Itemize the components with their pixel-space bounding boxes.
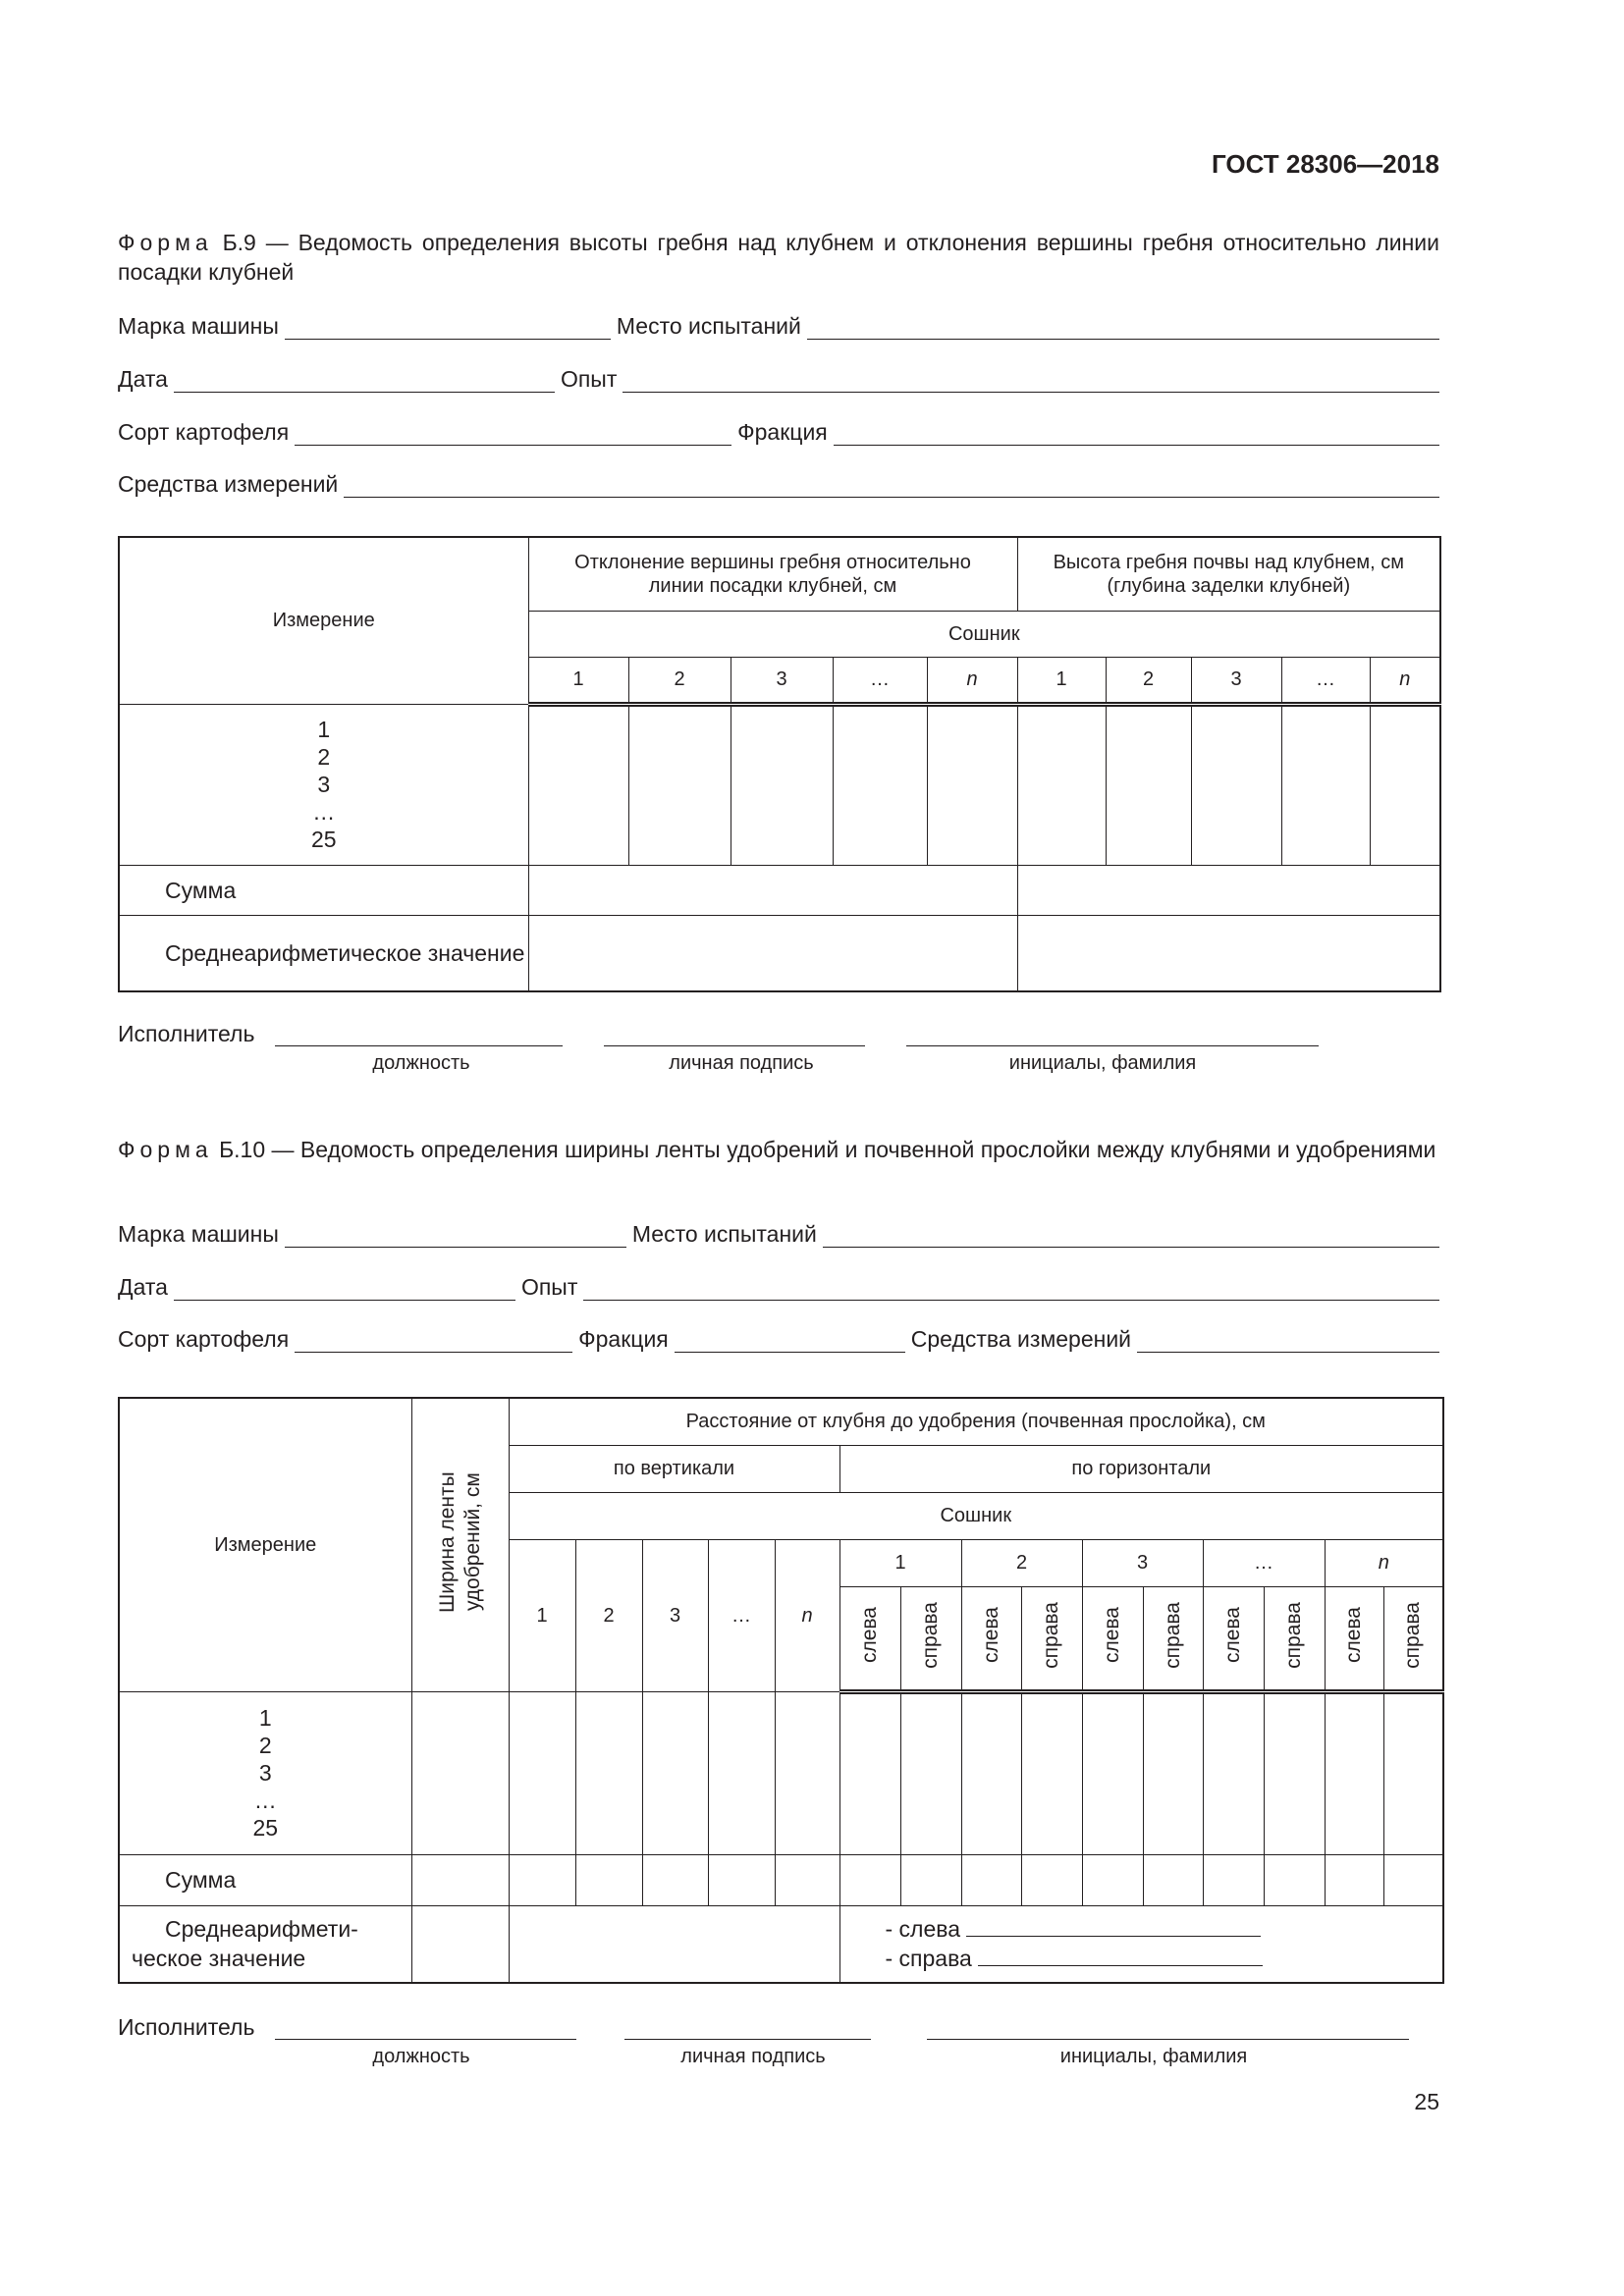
mean-label: Среднеарифмети-ческое значение — [119, 1905, 411, 1983]
form-b10-table — [118, 1397, 1444, 1984]
form-b10-title: Форма Б.10 — Ведомость определения ширины ленты удобрений и почвенной прослойки между клубнями и удобрениями — [118, 1137, 1436, 1162]
side-label: слева — [1342, 1606, 1365, 1664]
signature-caption: личная подпись — [669, 1052, 814, 1074]
sum-cell[interactable] — [839, 1854, 900, 1905]
col-header: 2 — [1106, 657, 1191, 704]
sum-cell[interactable] — [1383, 1854, 1443, 1905]
row-number: … — [253, 1788, 277, 1813]
data-cell[interactable] — [1264, 1691, 1325, 1854]
row-number: … — [312, 799, 336, 825]
sum-cell[interactable] — [1017, 865, 1440, 915]
data-cell[interactable] — [961, 1691, 1021, 1854]
data-cell[interactable] — [411, 1691, 509, 1854]
data-cell[interactable] — [1370, 704, 1440, 865]
page-number: 25 — [1414, 2089, 1439, 2114]
name-caption: инициалы, фамилия — [1008, 1052, 1197, 1074]
row-number: 25 — [252, 1815, 279, 1841]
form-b9-table — [118, 536, 1441, 992]
col-header: 2 — [575, 1539, 642, 1691]
position-caption: должность — [372, 1052, 470, 1074]
mean-horizontal-cell: - слева - справа — [839, 1905, 1443, 1983]
row-number: 2 — [317, 744, 331, 770]
band-width-header: Ширина ленты удобрений, см — [411, 1398, 509, 1691]
col-header: 3 — [642, 1539, 708, 1691]
col-header: … — [833, 657, 927, 704]
sum-cell[interactable] — [1021, 1854, 1082, 1905]
sum-cell[interactable] — [509, 1854, 575, 1905]
side-label: справа — [1401, 1601, 1425, 1669]
col-header: … — [1281, 657, 1370, 704]
side-label: справа — [1040, 1601, 1062, 1669]
table-row — [119, 1691, 1443, 1854]
sum-label: Сумма — [119, 1854, 411, 1905]
place-field[interactable] — [807, 317, 1439, 340]
row-number: 1 — [258, 1705, 272, 1731]
field-row-machine: Марка машины Место испытаний — [118, 312, 1439, 340]
sum-cell[interactable] — [575, 1854, 642, 1905]
coulter-col-header: … — [1203, 1539, 1325, 1586]
data-cell[interactable] — [708, 1691, 775, 1854]
sum-cell[interactable] — [411, 1854, 509, 1905]
data-cell[interactable] — [1106, 704, 1191, 865]
right-side-header — [1143, 1586, 1203, 1691]
sum-cell[interactable] — [1203, 1854, 1264, 1905]
date-field[interactable] — [174, 1278, 515, 1301]
name-field[interactable] — [927, 2038, 1409, 2040]
instruments-field[interactable] — [344, 475, 1439, 498]
data-cell[interactable] — [1143, 1691, 1203, 1854]
side-label: слева — [1101, 1606, 1123, 1664]
coulter-col-header: n — [1325, 1539, 1443, 1586]
date-field[interactable] — [174, 370, 555, 393]
row-number: 1 — [317, 717, 331, 742]
data-cell[interactable] — [900, 1691, 961, 1854]
trial-field[interactable] — [583, 1278, 1439, 1301]
left-side-header — [1082, 1586, 1143, 1691]
data-cell[interactable] — [839, 1691, 900, 1854]
col-header: n — [927, 657, 1017, 704]
data-cell[interactable] — [833, 704, 927, 865]
standard-number: ГОСТ 28306—2018 — [1212, 149, 1439, 179]
ridge-height-header: Высота гребня почвы над клубнем, см (глубина заделки клубней) — [1017, 537, 1440, 611]
col-header: 3 — [1191, 657, 1281, 704]
deviation-header: Отклонение вершины гребня относительно линии посадки клубней, см — [528, 537, 1017, 611]
col-header: … — [708, 1539, 775, 1691]
signature-field[interactable] — [604, 1044, 865, 1046]
data-cell[interactable] — [1191, 704, 1281, 865]
data-cell[interactable] — [1082, 1691, 1143, 1854]
coulter-col-header: 1 — [839, 1539, 961, 1586]
field-row-instruments: Средства измерений — [118, 470, 1439, 498]
name-caption: инициалы, фамилия — [1059, 2046, 1248, 2067]
col-header: 1 — [1017, 657, 1106, 704]
side-label: слева — [858, 1606, 881, 1664]
mean-label: Среднеарифметическое значение — [119, 915, 528, 991]
data-cell[interactable] — [1281, 704, 1370, 865]
row-number: 25 — [310, 827, 337, 852]
sum-cell[interactable] — [642, 1854, 708, 1905]
side-label: справа — [919, 1601, 942, 1669]
left-side-header — [1203, 1586, 1264, 1691]
mean-cell[interactable] — [411, 1905, 509, 1983]
right-side-header — [1383, 1586, 1443, 1691]
left-side-header — [839, 1586, 900, 1691]
row-numbers — [119, 704, 528, 865]
col-header: 1 — [528, 657, 628, 704]
fraction-field[interactable] — [675, 1330, 905, 1353]
table-row — [119, 704, 1440, 865]
data-cell[interactable] — [575, 1691, 642, 1854]
col-header: n — [1370, 657, 1440, 704]
right-side-header — [900, 1586, 961, 1691]
machine-field[interactable] — [285, 317, 611, 340]
sum-cell[interactable] — [1264, 1854, 1325, 1905]
coulter-header: Сошник — [528, 611, 1440, 657]
col-header: 1 — [509, 1539, 575, 1691]
left-side-header — [1325, 1586, 1383, 1691]
sum-cell[interactable] — [528, 865, 1017, 915]
coulter-header: Сошник — [509, 1492, 1443, 1539]
sum-cell[interactable] — [900, 1854, 961, 1905]
row-numbers — [119, 1691, 411, 1854]
variety-field[interactable] — [295, 423, 731, 446]
sum-cell[interactable] — [1143, 1854, 1203, 1905]
mean-cell[interactable] — [509, 1905, 839, 1983]
side-label: справа — [1161, 1601, 1184, 1669]
mean-left-field[interactable] — [966, 1916, 1261, 1937]
machine-field[interactable] — [285, 1225, 626, 1248]
row-number: 3 — [258, 1760, 272, 1786]
side-label: справа — [1282, 1601, 1305, 1669]
measurement-header: Измерение — [119, 1398, 411, 1691]
data-cell[interactable] — [1203, 1691, 1264, 1854]
trial-field[interactable] — [623, 370, 1439, 393]
variety-field[interactable] — [295, 1330, 572, 1353]
position-field[interactable] — [275, 1044, 563, 1046]
right-side-header — [1021, 1586, 1082, 1691]
data-cell[interactable] — [628, 704, 731, 865]
data-cell[interactable] — [1017, 704, 1106, 865]
place-field[interactable] — [823, 1225, 1439, 1248]
col-header: n — [775, 1539, 839, 1691]
side-label: слева — [1221, 1606, 1244, 1664]
horizontal-header: по горизонтали — [839, 1445, 1443, 1492]
right-side-header — [1264, 1586, 1325, 1691]
data-cell[interactable] — [927, 704, 1017, 865]
data-cell[interactable] — [1325, 1691, 1383, 1854]
mean-right-field[interactable] — [978, 1946, 1263, 1966]
field-row-date: Дата Опыт — [118, 1273, 1439, 1301]
sum-cell[interactable] — [961, 1854, 1021, 1905]
data-cell[interactable] — [509, 1691, 575, 1854]
data-cell[interactable] — [775, 1691, 839, 1854]
row-number: 2 — [258, 1733, 272, 1758]
signature-field[interactable] — [624, 2038, 871, 2040]
sum-cell[interactable] — [708, 1854, 775, 1905]
form-b9-title: Форма Б.9 — Ведомость определения высоты гребня над клубнем и отклонения вершины гребня относительно линии посадки клубней — [118, 230, 1439, 285]
row-number: 3 — [317, 772, 331, 797]
vertical-header: по вертикали — [509, 1445, 839, 1492]
field-row-variety: Сорт картофеля Фракция — [118, 418, 1439, 446]
field-row-date: Дата Опыт — [118, 365, 1439, 393]
distance-header: Расстояние от клубня до удобрения (почвенная прослойка), см — [509, 1398, 1443, 1445]
field-row-variety: Сорт картофеля Фракция Средства измерений — [118, 1325, 1439, 1353]
coulter-col-header: 2 — [961, 1539, 1082, 1586]
data-cell[interactable] — [731, 704, 833, 865]
coulter-col-header: 3 — [1082, 1539, 1203, 1586]
col-header: 2 — [628, 657, 731, 704]
mean-cell[interactable] — [1017, 915, 1440, 991]
position-field[interactable] — [275, 2038, 576, 2040]
data-cell[interactable] — [642, 1691, 708, 1854]
data-cell[interactable] — [528, 704, 628, 865]
instruments-field[interactable] — [1137, 1330, 1439, 1353]
measurement-header: Измерение — [119, 537, 528, 704]
data-cell[interactable] — [1383, 1691, 1443, 1854]
field-row-machine: Марка машины Место испытаний — [118, 1220, 1439, 1248]
fraction-field[interactable] — [834, 423, 1439, 446]
sum-cell[interactable] — [1325, 1854, 1383, 1905]
signature-caption: личная подпись — [680, 2046, 826, 2067]
name-field[interactable] — [906, 1044, 1319, 1046]
data-cell[interactable] — [1021, 1691, 1082, 1854]
executor-label: Исполнитель — [118, 2014, 255, 2040]
mean-cell[interactable] — [528, 915, 1017, 991]
side-label: слева — [979, 1606, 1002, 1664]
sum-cell[interactable] — [1082, 1854, 1143, 1905]
left-side-header — [961, 1586, 1021, 1691]
col-header: 3 — [731, 657, 833, 704]
sum-cell[interactable] — [775, 1854, 839, 1905]
sum-label: Сумма — [119, 865, 528, 915]
position-caption: должность — [372, 2046, 470, 2067]
executor-label: Исполнитель — [118, 1021, 255, 1046]
